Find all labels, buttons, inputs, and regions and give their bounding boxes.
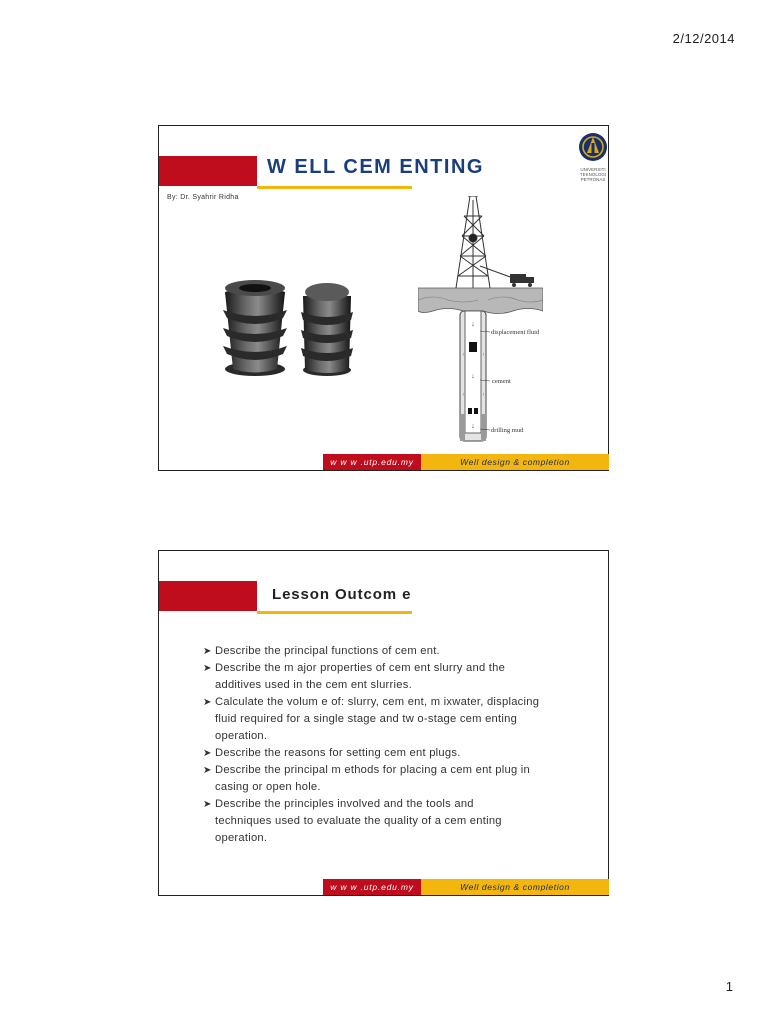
footer-course: Well design & completion bbox=[421, 879, 609, 895]
label-cement: cement bbox=[492, 378, 511, 385]
truck-icon bbox=[510, 274, 534, 287]
slide-footer bbox=[323, 454, 609, 470]
svg-text:↑: ↑ bbox=[482, 392, 485, 398]
small-plug-icon bbox=[301, 283, 353, 376]
svg-text:↓: ↓ bbox=[471, 321, 475, 328]
svg-text:↓: ↓ bbox=[471, 373, 475, 380]
outcome-item: ➤ Describe the reasons for setting cem ent plugs. bbox=[203, 745, 563, 762]
cement-plugs-image bbox=[215, 274, 360, 384]
outcome-list bbox=[203, 643, 563, 847]
slide-title: Lesson Outcom e bbox=[272, 586, 412, 603]
arrow-bullet-icon: ➤ bbox=[203, 748, 212, 759]
footer-url: w w w .utp.edu.my bbox=[323, 454, 421, 470]
svg-text:↑: ↑ bbox=[462, 352, 465, 358]
author-line: By: Dr. Syahrir Ridha bbox=[167, 194, 239, 201]
outcome-item: ➤ Describe the m ajor properties of cem ent slurry and the additives used in the cem ent slurries. bbox=[203, 662, 506, 691]
arrow-bullet-icon: ➤ bbox=[203, 663, 212, 674]
arrow-bullet-icon: ➤ bbox=[203, 697, 212, 708]
footer-course: Well design & completion bbox=[421, 454, 609, 470]
large-plug-icon bbox=[223, 280, 287, 376]
outcome-item: ➤ Describe the principles involved and the tools and techniques used to evaluate the quality of a cem enting operation. bbox=[203, 798, 502, 844]
svg-text:↑: ↑ bbox=[482, 352, 485, 358]
title-red-block bbox=[159, 581, 257, 611]
arrow-bullet-icon: ➤ bbox=[203, 799, 212, 810]
slide-footer bbox=[323, 879, 609, 895]
well-cementing-diagram bbox=[418, 196, 543, 446]
footer-url: w w w .utp.edu.my bbox=[323, 879, 421, 895]
arrow-bullet-icon: ➤ bbox=[203, 765, 212, 776]
arrow-bullet-icon: ➤ bbox=[203, 646, 212, 657]
outcome-item: ➤ Describe the principal functions of cem ent. bbox=[203, 643, 563, 660]
title-underline bbox=[257, 186, 412, 189]
outcome-item: ➤ Describe the principal m ethods for placing a cem ent plug in casing or open hole. bbox=[203, 764, 530, 793]
svg-text:↑: ↑ bbox=[462, 392, 465, 398]
page-date: 2/12/2014 bbox=[672, 31, 735, 46]
diagram-labels bbox=[480, 329, 540, 434]
ground-icon bbox=[418, 288, 543, 314]
slide-title: W ELL CEM ENTING bbox=[267, 156, 484, 178]
label-displacement-fluid: displacement fluid bbox=[491, 329, 540, 336]
slide-well-cementing bbox=[158, 125, 609, 471]
derrick-icon bbox=[456, 196, 513, 288]
logo-text: UNIVERSITI TEKNOLOGI PETRONAS bbox=[579, 167, 607, 182]
svg-text:↓: ↓ bbox=[471, 423, 475, 430]
outcome-item: ➤ Calculate the volum e of: slurry, cem ent, m ixwater, displacing fluid required for a single stage and tw o-stage cem enting operation. bbox=[203, 696, 540, 742]
title-underline bbox=[257, 611, 412, 614]
label-drilling-mud: drilling mud bbox=[491, 427, 524, 434]
wellbore-icon bbox=[460, 311, 486, 441]
title-red-block bbox=[159, 156, 257, 186]
slide-lesson-outcome bbox=[158, 550, 609, 896]
page-number: 1 bbox=[725, 979, 733, 994]
